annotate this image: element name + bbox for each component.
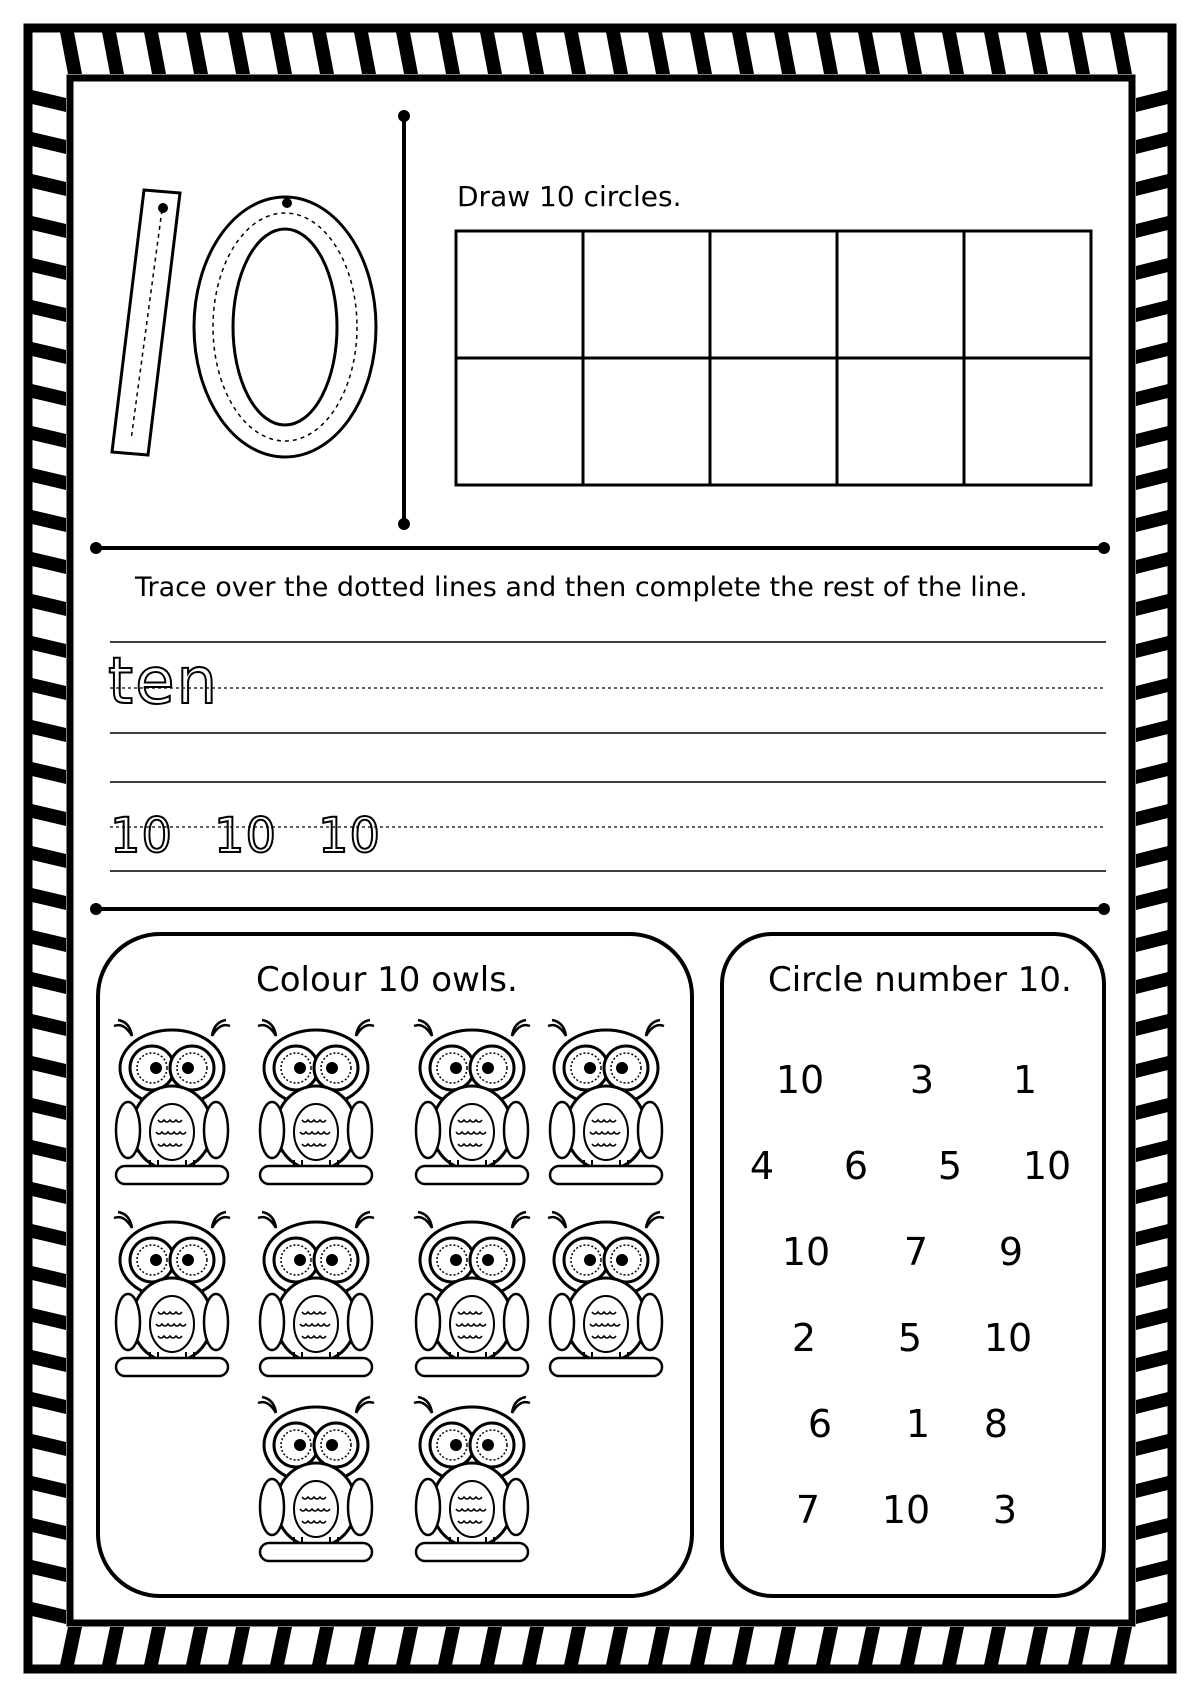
border-stripe <box>858 1627 880 1665</box>
border-stripe <box>186 32 208 74</box>
border-stripe <box>32 468 66 490</box>
border-stripe <box>32 762 66 784</box>
colour-owls-title: Colour 10 owls. <box>256 960 518 1000</box>
border-stripe <box>1136 846 1168 868</box>
number-choice[interactable]: 10 <box>983 1316 1033 1360</box>
border-stripe <box>228 32 250 74</box>
top-divider <box>398 110 410 530</box>
border-stripe <box>942 1627 964 1665</box>
border-stripe <box>984 1627 1006 1665</box>
border-stripe <box>32 1602 66 1624</box>
border-stripe <box>690 32 712 74</box>
number-choice[interactable]: 4 <box>749 1144 775 1188</box>
border-stripe <box>1136 1308 1168 1330</box>
border-stripe <box>522 32 544 74</box>
border-stripe <box>858 32 880 74</box>
border-stripe <box>32 720 66 742</box>
border-stripe <box>1136 804 1168 826</box>
border-stripe <box>1136 1518 1168 1540</box>
owl-picture[interactable] <box>548 1020 664 1184</box>
number-choice[interactable]: 7 <box>903 1230 929 1274</box>
border-stripe <box>32 888 66 910</box>
number-choice[interactable]: 6 <box>807 1402 833 1446</box>
owl-picture[interactable] <box>414 1397 530 1561</box>
border-stripe <box>32 216 66 238</box>
border-stripe <box>606 1627 628 1665</box>
border-stripe <box>816 1627 838 1665</box>
number-choice[interactable]: 10 <box>1022 1144 1072 1188</box>
border-stripe <box>396 32 418 74</box>
border-stripe <box>1136 1224 1168 1246</box>
border-stripe <box>32 1476 66 1498</box>
border-stripe <box>1136 1266 1168 1288</box>
owl-picture[interactable] <box>258 1397 374 1561</box>
border-stripe <box>1136 972 1168 994</box>
border-stripe <box>984 32 1006 74</box>
border-stripe <box>228 1627 250 1665</box>
border-stripe <box>1136 594 1168 616</box>
border-stripe <box>480 1627 502 1665</box>
border-stripe <box>32 1434 66 1456</box>
border-stripe <box>396 1627 418 1665</box>
border-stripe <box>1136 762 1168 784</box>
border-stripe <box>32 594 66 616</box>
border-stripe <box>1136 1350 1168 1372</box>
number-choice[interactable]: 8 <box>983 1402 1009 1446</box>
owl-picture[interactable] <box>548 1212 664 1376</box>
border-stripe <box>32 846 66 868</box>
number-choice[interactable]: 5 <box>937 1144 963 1188</box>
border-stripe <box>32 1266 66 1288</box>
owl-picture[interactable] <box>114 1020 230 1184</box>
border-stripe <box>564 1627 586 1665</box>
border-stripe <box>900 32 922 74</box>
border-stripe <box>1136 258 1168 280</box>
border-stripe <box>1110 32 1132 74</box>
trace-number-ten[interactable]: 10 <box>110 808 174 864</box>
border-stripe <box>270 1627 292 1665</box>
draw-circles-instruction: Draw 10 circles. <box>457 180 682 213</box>
border-stripe <box>312 1627 334 1665</box>
border-stripe <box>1136 300 1168 322</box>
border-stripe <box>32 804 66 826</box>
border-stripe <box>648 32 670 74</box>
border-stripe <box>732 1627 754 1665</box>
handwriting-lines-word[interactable] <box>110 642 1106 733</box>
ten-frame[interactable] <box>456 231 1091 485</box>
border-stripe <box>1136 1434 1168 1456</box>
border-stripe <box>438 1627 460 1665</box>
border-stripe <box>1136 636 1168 658</box>
border-stripe <box>1136 1182 1168 1204</box>
border-stripe <box>900 1627 922 1665</box>
border-stripe <box>32 510 66 532</box>
border-stripe <box>1136 552 1168 574</box>
border-stripe <box>1136 1476 1168 1498</box>
border-stripe <box>1068 32 1090 74</box>
border-stripe <box>32 300 66 322</box>
border-stripe <box>32 1560 66 1582</box>
border-stripe <box>1026 32 1048 74</box>
border-stripe <box>1136 90 1168 112</box>
border-stripe <box>60 1627 82 1665</box>
owls-grid <box>114 1020 664 1561</box>
border-stripe <box>312 32 334 74</box>
section-divider-2 <box>90 903 1110 915</box>
border-stripe <box>1136 426 1168 448</box>
border-stripe <box>1136 132 1168 154</box>
border-stripe <box>102 1627 124 1665</box>
trace-number-ten[interactable]: 10 <box>318 808 382 864</box>
border-stripe <box>32 1014 66 1036</box>
number-choice[interactable]: 9 <box>998 1230 1024 1274</box>
border-stripe <box>144 32 166 74</box>
trace-instruction: Trace over the dotted lines and then complete the rest of the line. <box>135 572 1028 603</box>
border-stripe <box>32 90 66 112</box>
border-stripe <box>774 1627 796 1665</box>
number-choice[interactable]: 10 <box>781 1230 831 1274</box>
border-stripe <box>1136 1560 1168 1582</box>
border-stripe <box>32 1056 66 1078</box>
border-stripe <box>32 132 66 154</box>
border-stripe <box>1136 888 1168 910</box>
border-stripe <box>1136 1098 1168 1120</box>
border-stripe <box>32 1518 66 1540</box>
border-stripe <box>32 552 66 574</box>
border-stripe <box>1136 930 1168 952</box>
border-stripe <box>270 32 292 74</box>
trace-word-ten[interactable]: ten <box>108 645 220 719</box>
border-stripe <box>774 32 796 74</box>
border-stripe <box>1110 1627 1132 1665</box>
border-stripe <box>32 384 66 406</box>
border-stripe <box>1136 384 1168 406</box>
border-stripe <box>1136 510 1168 532</box>
number-choice[interactable]: 3 <box>992 1488 1018 1532</box>
border-stripe <box>32 342 66 364</box>
border-stripe <box>32 1098 66 1120</box>
section-divider-1 <box>90 542 1110 554</box>
border-stripe <box>32 1392 66 1414</box>
border-stripe <box>32 174 66 196</box>
number-choice[interactable]: 1 <box>1012 1058 1038 1102</box>
border-stripe <box>1136 342 1168 364</box>
border-stripe <box>32 1182 66 1204</box>
border-stripe <box>1136 1392 1168 1414</box>
circle-number-title: Circle number 10. <box>768 960 1072 1000</box>
border-stripe <box>354 32 376 74</box>
number-choice[interactable]: 5 <box>897 1316 923 1360</box>
number-choice[interactable]: 3 <box>909 1058 935 1102</box>
border-stripe <box>1136 468 1168 490</box>
border-stripe <box>32 678 66 700</box>
number-choice[interactable]: 10 <box>775 1058 825 1102</box>
trace-number-ten[interactable]: 10 <box>214 808 278 864</box>
big-number-ten-outline <box>112 190 376 457</box>
border-stripe <box>1068 1627 1090 1665</box>
border-stripe <box>1136 1014 1168 1036</box>
border-stripe <box>1136 174 1168 196</box>
border-stripe <box>32 972 66 994</box>
border-stripe <box>32 636 66 658</box>
owl-picture[interactable] <box>258 1020 374 1184</box>
border-stripe <box>816 32 838 74</box>
border-stripe <box>1136 720 1168 742</box>
border-stripe <box>32 1224 66 1246</box>
border-stripe <box>1026 1627 1048 1665</box>
number-choice[interactable]: 2 <box>791 1316 817 1360</box>
number-choice[interactable]: 7 <box>795 1488 821 1532</box>
border-stripe <box>480 32 502 74</box>
number-choice[interactable]: 6 <box>843 1144 869 1188</box>
border-stripe <box>606 32 628 74</box>
border-stripe <box>144 1627 166 1665</box>
border-stripe <box>1136 1602 1168 1624</box>
border-stripe <box>1136 678 1168 700</box>
border-stripe <box>942 32 964 74</box>
border-stripe <box>32 930 66 952</box>
border-stripe <box>32 1140 66 1162</box>
border-stripe <box>1136 1056 1168 1078</box>
border-stripe <box>60 32 82 74</box>
border-stripe <box>732 32 754 74</box>
owl-picture[interactable] <box>258 1212 374 1376</box>
owl-picture[interactable] <box>114 1212 230 1376</box>
border-stripe <box>438 32 460 74</box>
owl-picture[interactable] <box>414 1212 530 1376</box>
border-stripe <box>522 1627 544 1665</box>
owl-picture[interactable] <box>414 1020 530 1184</box>
border-stripe <box>648 1627 670 1665</box>
border-stripe <box>32 1308 66 1330</box>
border-stripe <box>32 258 66 280</box>
number-choice[interactable]: 1 <box>905 1402 931 1446</box>
border-stripe <box>102 32 124 74</box>
border-stripe <box>32 1350 66 1372</box>
border-stripe <box>1136 216 1168 238</box>
border-stripe <box>32 426 66 448</box>
number-choice[interactable]: 10 <box>881 1488 931 1532</box>
border-stripe <box>354 1627 376 1665</box>
border-stripe <box>186 1627 208 1665</box>
border-stripe <box>1136 1140 1168 1162</box>
border-stripe <box>564 32 586 74</box>
border-stripe <box>690 1627 712 1665</box>
